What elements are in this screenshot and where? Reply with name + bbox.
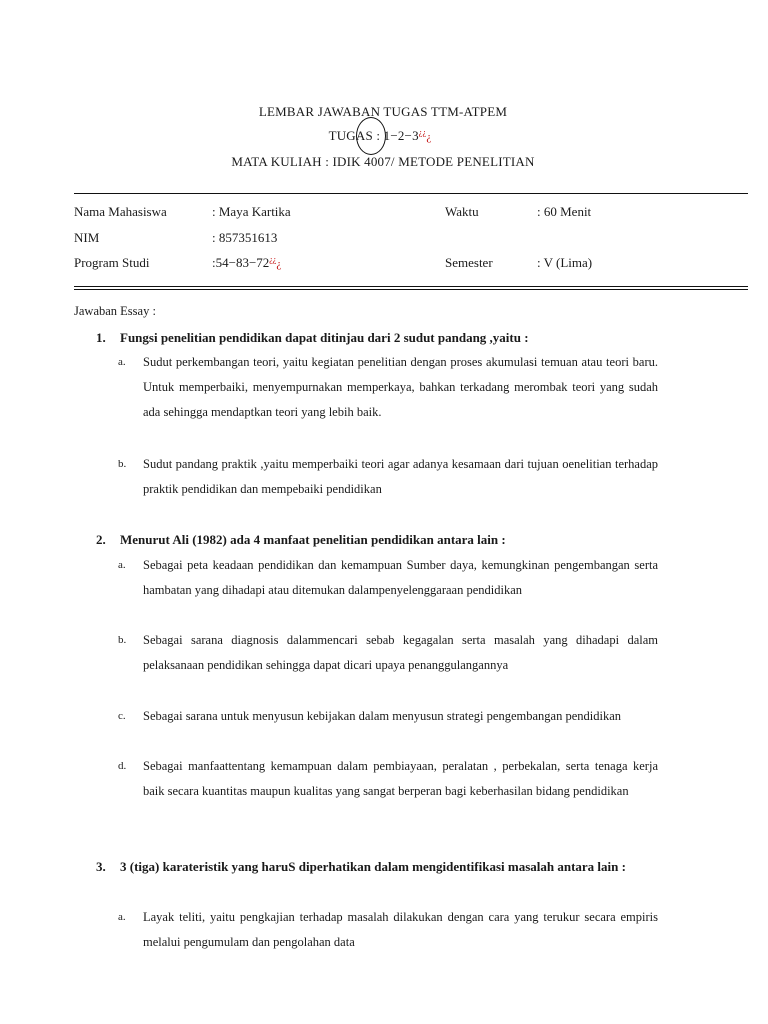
name-value: : Maya Kartika [212,204,291,219]
item-text: Sebagai manfaattentang kemampuan dalam pembiayaan, peralatan , perbekalan, serta tenaga kerja baik secara kuantitas maupun kualitas yang sangat berperan bagi keberhasilan bidang pendidikan [143,759,658,798]
question-number: 1. [96,330,106,345]
course-line: MATA KULIAH : IDIK 4007/ METODE PENELITIAN [231,154,535,169]
item-marker: b. [118,458,127,470]
assignment-suffix: ¿ [426,131,432,143]
item-text: Sebagai peta keadaan pendidikan dan kemampuan Sumber daya, kemungkinan pengembangan serta hambatan yang dihadapi atau ditemukan dalampenyelenggaraan pendidikan [143,558,658,597]
assignment-text: TUGAS : 1−2−3 [328,128,419,143]
nim-value: : 857351613 [212,230,278,245]
item-marker: c. [118,710,126,722]
circle-annotation [356,117,386,155]
nim-label: NIM [74,230,100,245]
program-value-text: :54−83−72 [212,255,270,270]
item-text: Sebagai sarana untuk menyusun kebijakan dalam menyusun strategi pengembangan pendidikan [143,709,621,723]
item-marker: d. [118,760,127,772]
waktu-value: : 60 Menit [537,204,592,219]
assignment-sup: ¿¿ [418,128,427,137]
question-title: Fungsi penelitian pendidikan dapat ditinjau dari 2 sudut pandang ,yaitu : [120,330,529,345]
bottom-divider [74,286,748,287]
item-text: Sebagai sarana diagnosis dalammencari sebab kegagalan serta masalah yang dihadapi dalam pelaksanaan pendidikan sehingga dapat dicari upaya penanggulangannya [143,633,658,672]
program-value [212,255,281,271]
top-divider [74,193,748,194]
waktu-label: Waktu [445,204,479,219]
item-text: Sudut pandang praktik ,yaitu memperbaiki teori agar adanya kesamaan dari tujuan oenelitian terhadap praktik pendidikan dan mempebaiki pendidikan [143,457,658,496]
bottom-divider-thin [74,289,748,290]
question-number: 2. [96,532,106,547]
item-marker: a. [118,911,126,923]
question-number: 3. [96,859,106,874]
semester-label: Semester [445,255,493,270]
item-marker: a. [118,356,126,368]
item-marker: b. [118,634,127,646]
item-text: Sudut perkembangan teori, yaitu kegiatan penelitian dengan proses akumulasi temuan atau teori baru. Untuk memperbaiki, menyempurnakan memperkaya, bahkan terkadang merombak teori yang sudah ada sehingga mendaptkan teori yang lebih baik. [143,355,658,419]
item-marker: a. [118,559,126,571]
item-text: Layak teliti, yaitu pengkajian terhadap masalah dilakukan dengan cara yang terukur secara empiris melalui pengumulam dan pengolahan data [143,910,658,949]
program-suffix: ¿ [276,258,282,270]
question-title: 3 (tiga) karateristik yang haruS diperhatikan dalam mengidentifikasi masalah antara lain : [120,859,626,874]
name-label: Nama Mahasiswa [74,204,167,219]
essay-label: Jawaban Essay : [74,304,156,318]
question-title: Menurut Ali (1982) ada 4 manfaat penelitian pendidikan antara lain : [120,532,506,547]
program-sup: ¿¿ [269,255,277,264]
program-label: Program Studi [74,255,150,270]
semester-value: : V (Lima) [537,255,593,270]
sheet-title: LEMBAR JAWABAN TUGAS TTM-ATPEM [258,104,508,119]
